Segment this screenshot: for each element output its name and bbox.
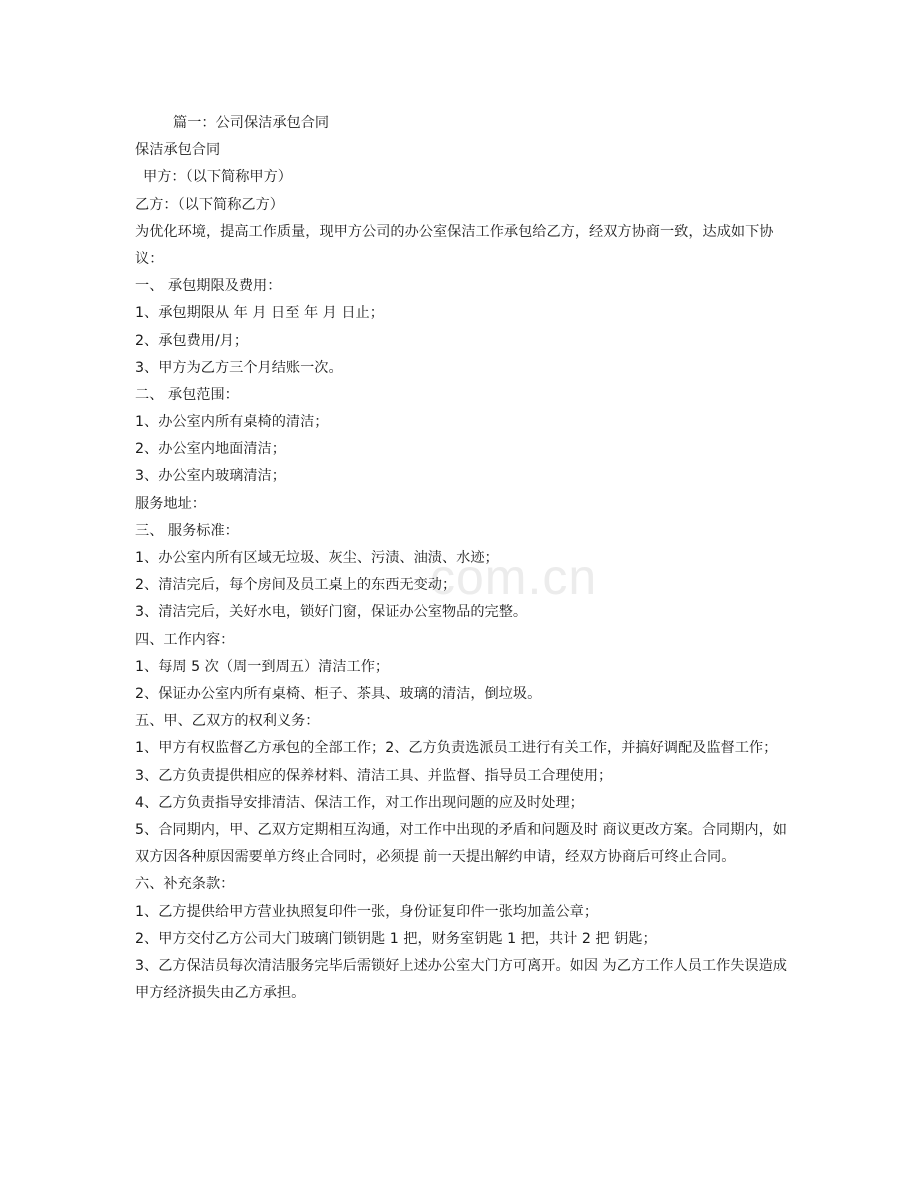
section-2-item: 2、办公室内地面清洁； [135, 441, 286, 458]
service-address: 服务地址： [135, 495, 206, 512]
section-6-item: 2、甲方交付乙方公司大门玻璃门锁钥匙 1 把，财务室钥匙 1 把，共计 2 把 钥匙； [135, 930, 657, 947]
section-1-item: 3、甲方为乙方三个月结账一次。 [135, 359, 343, 376]
section-4-item: 2、保证办公室内所有桌椅、柜子、茶具、玻璃的清洁，倒垃圾。 [135, 685, 542, 702]
section-5-item: 1、甲方有权监督乙方承包的全部工作；2、乙方负责选派员工进行有关工作，并搞好调配及监督工作； [135, 740, 778, 757]
section-3-title: 三、 服务标准： [135, 522, 239, 539]
preamble-paragraph: 为优化环境，提高工作质量，现甲方公司的办公室保洁工作承包给乙方，经双方协商一致，达成如下协议： [135, 223, 774, 267]
section-5-item: 5、合同期内，甲、乙双方定期相互沟通，对工作中出现的矛盾和问题及时 商议更改方案。合同期内，如双方因各种原因需要单方终止合同时，必须提 前一天提出解约申请，经双方协商后可终止合同。 [135, 821, 787, 866]
party-b-line: 乙方：（以下简称乙方） [135, 196, 284, 213]
section-3-item: 1、办公室内所有区域无垃圾、灰尘、污渍、油渍、水迹； [135, 550, 499, 567]
section-5-title: 五、甲、乙双方的权利义务： [135, 713, 320, 730]
section-3-item: 3、清洁完后，关好水电，锁好门窗，保证办公室物品的完整。 [135, 604, 528, 621]
section-1-item: 1、承包期限从 年 月 日至 年 月 日止； [135, 305, 384, 322]
section-2-item: 3、办公室内玻璃清洁； [135, 468, 286, 485]
section-5-item: 4、乙方负责指导安排清洁、保洁工作，对工作出现问题的应及时处理； [135, 794, 584, 811]
section-2-title: 二、 承包范围： [135, 386, 239, 403]
section-5-item: 3、乙方负责提供相应的保养材料、清洁工具、并监督、指导员工合理使用； [135, 767, 613, 784]
section-6-title: 六、补充条款： [135, 876, 235, 893]
section-2-item: 1、办公室内所有桌椅的清洁； [135, 414, 329, 431]
watermark: com.cn [430, 549, 598, 605]
section-1-item: 2、承包费用/月； [135, 332, 249, 349]
section-6-item: 3、乙方保洁员每次清洁服务完毕后需锁好上述办公室大门方可离开。如因 为乙方工作人员工作失误造成甲方经济损失由乙方承担。 [135, 957, 787, 1002]
document-heading: 篇一：公司保洁承包合同 [173, 115, 330, 131]
section-1-title: 一、 承包期限及费用： [135, 278, 282, 295]
section-3-item: 2、清洁完后，每个房间及员工桌上的东西无变动； [135, 577, 457, 594]
section-6-item: 1、乙方提供给甲方营业执照复印件一张，身份证复印件一张均加盖公章； [135, 903, 599, 920]
section-4-item: 1、每周 5 次（周一到周五）清洁工作； [135, 658, 390, 675]
contract-title: 保洁承包合同 [135, 142, 221, 159]
section-4-title: 四、工作内容： [135, 631, 235, 648]
party-a-line: 甲方：（以下简称甲方） [143, 169, 292, 186]
document-body [135, 110, 787, 1007]
